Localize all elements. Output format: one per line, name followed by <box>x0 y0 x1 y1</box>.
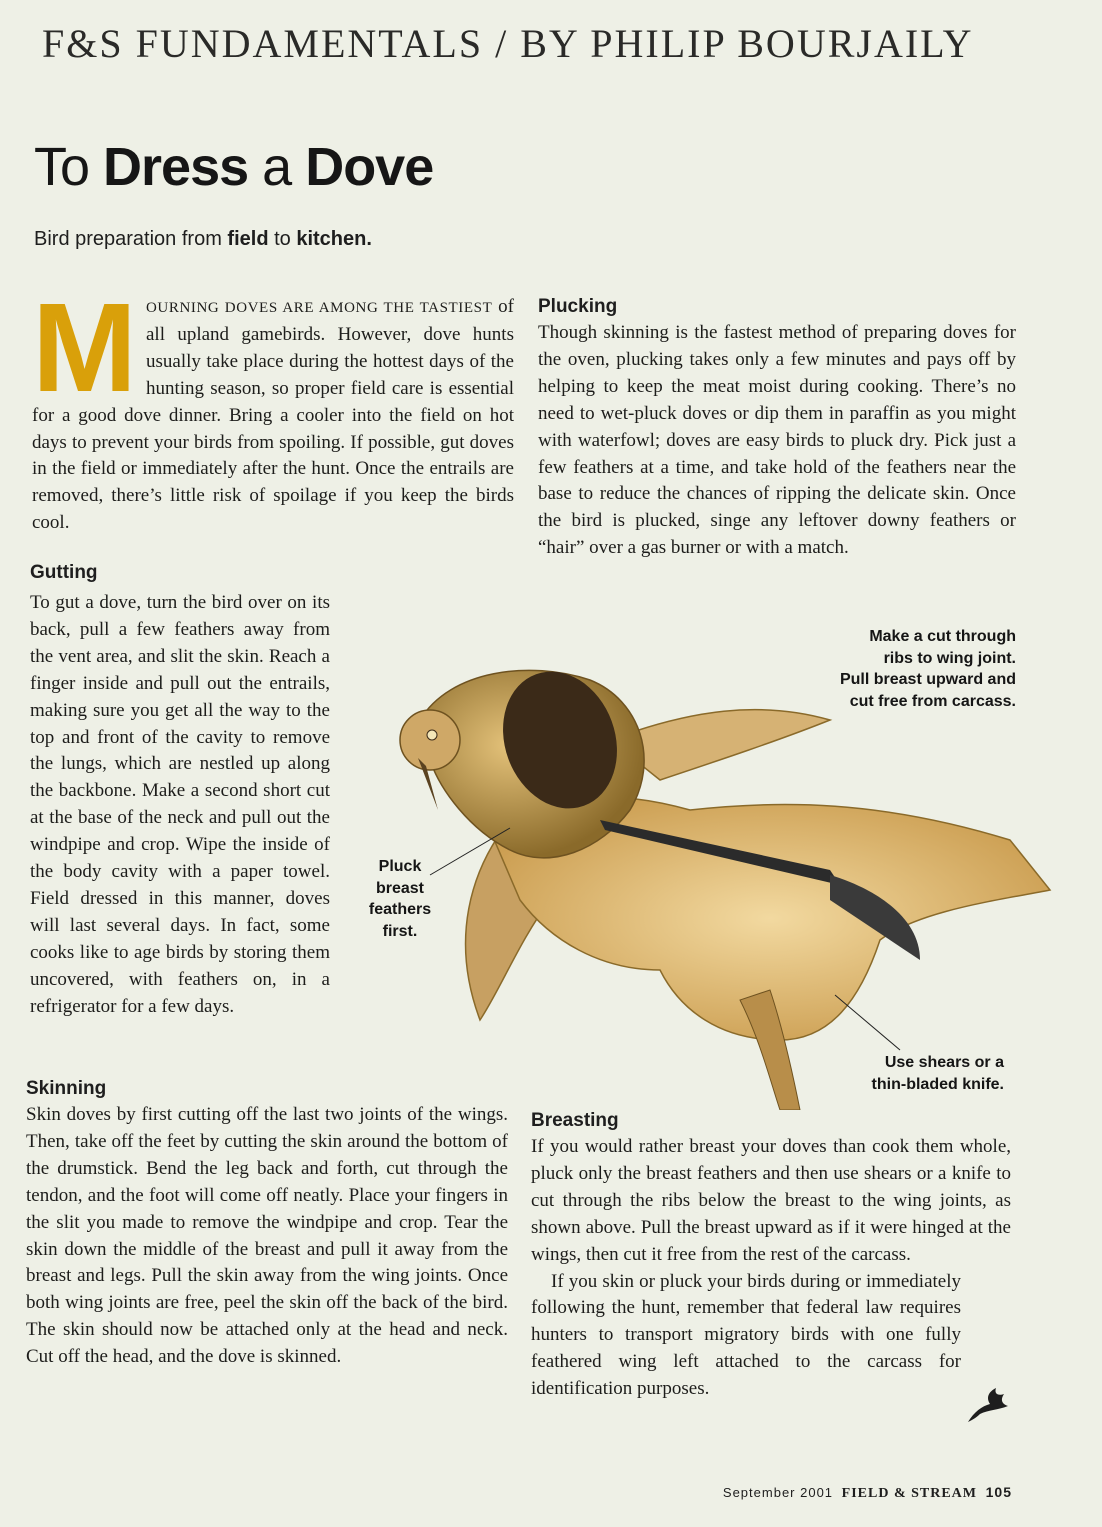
footer-magazine: FIELD & STREAM <box>841 1486 978 1501</box>
footer-page-number: 105 <box>985 1484 1012 1500</box>
skinning-text: Skin doves by first cutting off the last two joints of the wings. Then, take off the feet by cutting the skin around the bottom of the drumstick. Bend the leg back and forth, cut through the tendon, and the foot will come off neatly. Place your fingers in the slit you made to remove the windpipe and crop. Tear the skin down the middle of the breast and pull it away from the breast and legs. Pull the skin away from the wing joints. Once both wing joints are free, peel the skin off the back of the bird. The skin should now be attached only at the head and neck. Cut off the head, and the dove is skinned. <box>26 1104 508 1368</box>
breasting-text-2: If you skin or pluck your birds during or immediately following the hunt, remember that federal law requires hunters to transport migratory birds with one fully feathered wing left attached to the carcass for identification purposes. <box>531 1270 961 1400</box>
callout-pluck-line1: Pluck <box>378 858 422 875</box>
article-title: To Dress a Dove <box>34 137 434 197</box>
breasting-section <box>531 1108 1011 1403</box>
breasting-text-1: If you would rather breast your doves than cook them whole, pluck only the breast feathers and then use shears or a knife to cut through the ribs below the breast to the wing joints, as shown above. Pull the breast upward as if it were hinged at the wings, then cut it free from the rest of the carcass. <box>531 1136 1011 1265</box>
gutting-section <box>30 560 514 590</box>
shears-leader-line <box>835 995 900 1050</box>
callout-shears-line1: Use shears or a <box>884 1054 1004 1071</box>
gutting-heading: Gutting <box>30 562 98 583</box>
drop-cap: M <box>32 277 137 418</box>
skinning-heading: Skinning <box>26 1078 107 1099</box>
callout-cut <box>780 626 1016 712</box>
intro-smallcaps: OURNING DOVES ARE AMONG THE TASTIEST <box>146 300 493 316</box>
gutting-body <box>30 590 330 1060</box>
callout-cut-line4: cut free from carcass. <box>849 692 1016 710</box>
breasting-heading: Breasting <box>531 1110 619 1131</box>
callout-pluck-line3: feathers <box>368 901 432 918</box>
article-subtitle: Bird preparation from field to kitchen. <box>34 228 372 250</box>
callout-shears-line2: thin-bladed knife. <box>871 1075 1004 1093</box>
intro-paragraph <box>32 277 515 537</box>
footer-date: September 2001 <box>722 1485 834 1500</box>
page-header: F&S FUNDAMENTALS / BY PHILIP BOURJAILY <box>42 21 974 66</box>
page-footer <box>723 1484 1012 1502</box>
callout-pluck <box>358 856 442 942</box>
callout-cut-line1: Make a cut through <box>869 628 1016 645</box>
callout-cut-line3: Pull breast upward and <box>839 671 1016 688</box>
dove-eye <box>427 730 437 740</box>
skinning-section <box>26 1076 508 1371</box>
callout-pluck-line4: first. <box>382 922 418 940</box>
plucking-section <box>538 294 1016 562</box>
callout-shears <box>830 1052 1004 1095</box>
callout-cut-line2: ribs to wing joint. <box>883 649 1016 667</box>
plucking-text: Though skinning is the fastest method of preparing doves for the oven, plucking takes only a few minutes and pays off by helping to keep the meat moist during cooking. There’s no need to wet-pluck doves or dip them in paraffin as you might with waterfowl; doves are easy birds to pluck dry. Pick just a few feathers at a time, and take hold of the feathers near the base to reduce the chances of ripping the delicate skin. Once the bird is plucked, singe any leftover downy feathers or “hair” over a gas burner or with a match. <box>538 322 1016 559</box>
intro-text: of all upland gamebirds. However, dove hunts usually take place during the hottest days of the hunting season, so proper field care is essential for a good dove dinner. Bring a cooler into the field on hot days to prevent your birds from spoiling. If possible, gut doves in the field or immediately after the hunt. Once the entrails are removed, there’s little risk of spoilage if you keep the birds cool. <box>32 296 515 534</box>
plucking-heading: Plucking <box>538 296 618 317</box>
callout-pluck-line2: breast <box>375 879 425 897</box>
bird-end-icon <box>964 1384 1010 1424</box>
intro-section <box>32 277 515 534</box>
gutting-text: To gut a dove, turn the bird over on its back, pull a few feathers away from the vent area, and slit the skin. Reach a finger inside and pull out the entrails, making sure you get all the way to the top and front of the cavity to remove the lungs, which are nestled up along the backbone. Make a second short cut at the base of the neck and pull out the windpipe and crop. Wipe the inside of the body cavity with a paper towel. Field dressed in this manner, doves will last several days. In fact, some cooks like to age birds by storing them uncovered, with feathers on, in a refrigerator for a few days. <box>30 592 330 1017</box>
